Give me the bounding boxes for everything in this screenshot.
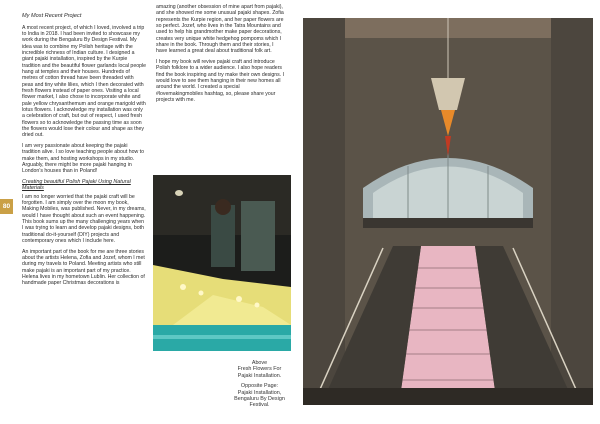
photo-installation-stairs [303, 18, 593, 405]
caption-opposite: Opposite Page: Pajaki Installation, Bengaluru By Design Festival. [234, 383, 285, 409]
paragraph: I am very passionate about keeping the pajaki tradition alive. I so love teaching people about how to make them, and hosting workshops in my studio. Arguably, there might be more pajaki hanging in London’s houses than in Poland! [22, 142, 144, 175]
photo-flower-threading [153, 175, 291, 351]
paragraph: I hope my book will revive pajaki craft and introduce Polish folklore to a wider audience. I also hope readers find the book inspiring and try make their own designs. I would love to see them hanging in their new homes all around the world. I created a special #lovemakingmobiles hashtag, so, please share your projects with me. [156, 58, 285, 103]
paragraph: I am no longer worried that the pajaki craft will be forgotten. I am simply over the moon my book, Making Mobiles, was published. Never, in my dreams, would I have thought about such an event happening. This book sums up the many challenging years when I was trying to learn and develop pajaki designs, both traditional do-it-yourself (DIY) projects and contemporary ones which I include here. [22, 193, 146, 245]
paragraph: An important part of the book for me are three stories about the artists Helena, Zofia and Jozef, whom I met during my travels to Poland. Meeting artists who still make pajaki is an important part of my practice. Helena lives in my hometown Lublin. Her collection of handmade paper Christmas decorations is [22, 248, 145, 287]
paragraph: amazing (another obsession of mine apart from pajaki), and she showed me some unusual pajaki shapes. Zofia represents the Kurpie region, and her paper flowers are so perfect. Jozef, who lives in the Tatra Mountains and used to help his grandmother make paper decorations, creates very unique white hedgehog pompoms which I share in the book. Through them and their stories, I have learned a great deal about traditional folk art. [156, 4, 284, 55]
photo-caption [222, 360, 297, 413]
paragraph: A most recent project, of which I loved, involved a trip to India in 2018. I had been invited to showcase my work during the Bengaluru By Design Festival. My idea was to combine my Polish heritage with the incredible richness of Indian culture. I designed a giant pajaki installation, inspired by the Kurpie tradition and the beautiful flower garlands local people hang at temples and their houses. Hundreds of metres of cotton thread have been threaded with peas and tiny white lilies, which I then decorated with fresh flowers instead of paper ones. Visiting a local flower market, I also chose to incorporate white and pale yellow chrysanthemum and orange marigold with lotus flowers. I acknowledge my installation was only a celebration of craft, but out of respect, I used fresh flowers so to acknowledge the passing time as soon the flowers would lose their colour and shape as they dried out. [22, 24, 147, 139]
page-number-tab [0, 199, 13, 214]
section-subheading: Creating beautiful Polish Pajaki Using Natural Materials [22, 178, 131, 192]
section-heading: My Most Recent Project [22, 13, 82, 19]
text-column-left [22, 13, 146, 291]
page-number: 80 [2, 203, 11, 210]
caption-above: Above Fresh Flowers For Pajaki Installation. [237, 360, 282, 379]
text-column-right [156, 4, 286, 108]
